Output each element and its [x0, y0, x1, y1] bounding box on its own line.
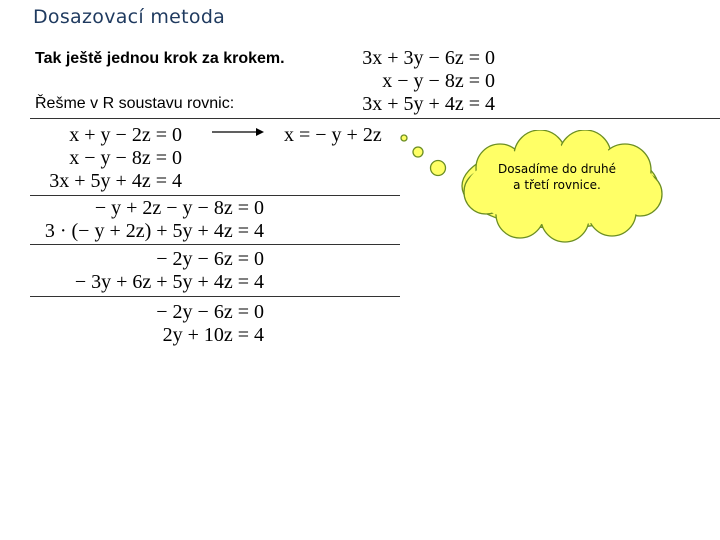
callout-text: Dosadíme do druhé a třetí rovnice. — [498, 162, 616, 192]
slide-title: Dosazovací metoda — [33, 6, 226, 28]
slide-subtitle: Tak ještě jednou krok za krokem. — [35, 50, 285, 67]
step2-equation-2: 3 · (− y + 2z) + 5y + 4z = 4 — [44, 220, 264, 242]
arrow-right-icon — [212, 126, 264, 138]
intro-text: Řešme v R soustavu rovnic: — [35, 95, 235, 112]
step4-equation-1: − 2y − 6z = 0 — [156, 301, 264, 323]
substitution-expression: x = − y + 2z — [284, 124, 382, 146]
step4-equation-2: 2y + 10z = 4 — [162, 324, 264, 346]
step3-equation-1: − 2y − 6z = 0 — [156, 248, 264, 270]
divider-step3 — [30, 296, 400, 297]
system-equation-1: 3x + 3y − 6z = 0 — [362, 47, 495, 69]
step1-equation-1: x + y − 2z = 0 — [69, 124, 182, 146]
divider-top — [30, 118, 720, 119]
step2-equation-1: − y + 2z − y − 8z = 0 — [94, 197, 264, 219]
divider-step2 — [30, 244, 400, 245]
divider-step1 — [30, 195, 400, 196]
step1-equation-3: 3x + 5y + 4z = 4 — [49, 170, 182, 192]
step3-equation-2: − 3y + 6z + 5y + 4z = 4 — [74, 271, 264, 293]
system-equation-2: x − y − 8z = 0 — [382, 70, 495, 92]
step1-equation-2: x − y − 8z = 0 — [69, 147, 182, 169]
system-equation-3: 3x + 5y + 4z = 4 — [362, 93, 495, 115]
